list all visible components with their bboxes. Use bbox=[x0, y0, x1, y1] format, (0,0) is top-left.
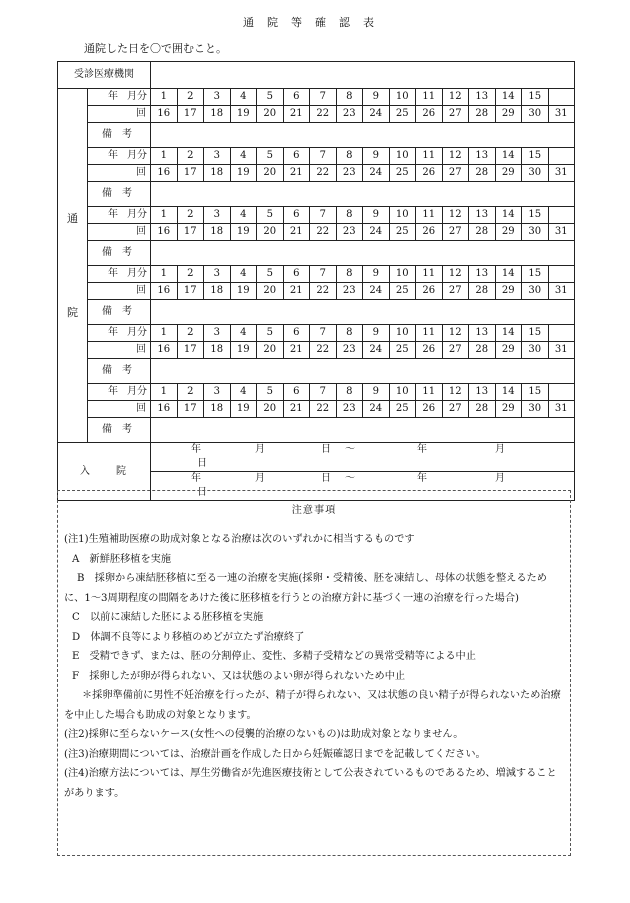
times-row bbox=[58, 165, 575, 182]
day-cell[interactable]: 4 bbox=[230, 384, 257, 401]
day-cell[interactable]: 19 bbox=[230, 224, 257, 241]
day-cell[interactable]: 28 bbox=[469, 401, 496, 418]
day-cell[interactable]: 9 bbox=[363, 266, 390, 283]
day-cell[interactable]: 26 bbox=[416, 165, 443, 182]
day-cell[interactable]: 21 bbox=[283, 283, 310, 300]
day-cell[interactable]: 8 bbox=[336, 384, 363, 401]
day-cell[interactable]: 3 bbox=[204, 266, 231, 283]
day-cell[interactable]: 29 bbox=[495, 224, 522, 241]
times-row bbox=[58, 283, 575, 300]
day-cell[interactable]: 31 bbox=[548, 106, 575, 123]
day-cell[interactable]: 23 bbox=[336, 342, 363, 359]
day-cell[interactable]: 30 bbox=[522, 224, 549, 241]
day-cell[interactable]: 21 bbox=[283, 106, 310, 123]
note-line: ＊採卵準備前に男性不妊治療を行ったが、精子が得られない、又は状態の良い精子が得られないため治療を中止した場合も助成の対象となります。 bbox=[64, 690, 561, 721]
day-cell[interactable]: 4 bbox=[230, 325, 257, 342]
hospital-label: 入 院 bbox=[58, 443, 151, 501]
day-cell[interactable]: 24 bbox=[363, 106, 390, 123]
day-cell[interactable]: 14 bbox=[495, 384, 522, 401]
day-cell[interactable]: 25 bbox=[389, 283, 416, 300]
day-cell[interactable]: 7 bbox=[310, 89, 337, 106]
year-label: 年 bbox=[108, 268, 118, 279]
day-cell[interactable]: 7 bbox=[310, 266, 337, 283]
day-cell[interactable]: 8 bbox=[336, 89, 363, 106]
day-cell[interactable]: 26 bbox=[416, 224, 443, 241]
month-row bbox=[58, 325, 575, 342]
day-cell[interactable]: 26 bbox=[416, 401, 443, 418]
day-cell[interactable]: 17 bbox=[177, 401, 204, 418]
day-cell[interactable]: 12 bbox=[442, 89, 469, 106]
note-line: C 以前に凍結した胚による胚移植を実施 bbox=[72, 612, 264, 623]
day-cell[interactable] bbox=[548, 89, 575, 106]
institution-row bbox=[58, 62, 575, 89]
day-cell[interactable]: 30 bbox=[522, 165, 549, 182]
remarks-label: 備考 bbox=[88, 359, 151, 384]
day-cell[interactable]: 16 bbox=[151, 165, 178, 182]
day-cell[interactable]: 27 bbox=[442, 106, 469, 123]
hospital-row bbox=[58, 443, 575, 472]
times-label: 回 bbox=[88, 165, 151, 182]
hospital-d2: 日 bbox=[197, 458, 207, 469]
day-cell[interactable]: 19 bbox=[230, 342, 257, 359]
day-cell[interactable]: 9 bbox=[363, 325, 390, 342]
remarks-row bbox=[58, 123, 575, 148]
day-cell[interactable]: 7 bbox=[310, 148, 337, 165]
day-cell[interactable]: 8 bbox=[336, 148, 363, 165]
day-cell[interactable]: 21 bbox=[283, 165, 310, 182]
day-cell[interactable]: 28 bbox=[469, 224, 496, 241]
day-cell[interactable]: 24 bbox=[363, 283, 390, 300]
day-cell[interactable]: 13 bbox=[469, 325, 496, 342]
day-cell[interactable]: 17 bbox=[177, 224, 204, 241]
day-cell[interactable]: 10 bbox=[389, 89, 416, 106]
note-line: F 採卵したが卵が得られない、又は状態のよい卵が得られないため中止 bbox=[72, 670, 406, 682]
year-month-cell[interactable] bbox=[88, 207, 151, 224]
day-cell[interactable]: 3 bbox=[204, 384, 231, 401]
day-cell[interactable]: 1 bbox=[151, 384, 178, 401]
times-row bbox=[58, 401, 575, 418]
day-cell[interactable]: 14 bbox=[495, 89, 522, 106]
day-cell[interactable]: 25 bbox=[389, 401, 416, 418]
hospital-m2: 月 bbox=[495, 473, 505, 484]
day-cell[interactable]: 17 bbox=[177, 283, 204, 300]
day-cell[interactable]: 29 bbox=[495, 165, 522, 182]
day-cell[interactable]: 6 bbox=[283, 384, 310, 401]
day-cell[interactable]: 8 bbox=[336, 266, 363, 283]
remarks-field[interactable] bbox=[151, 123, 575, 148]
note-line: A 新鮮胚移植を実施 bbox=[72, 553, 172, 565]
day-cell[interactable]: 5 bbox=[257, 266, 284, 283]
hospital-d1: 日 bbox=[321, 444, 331, 455]
remarks-field[interactable] bbox=[151, 359, 575, 384]
day-cell[interactable]: 18 bbox=[204, 342, 231, 359]
day-cell[interactable]: 6 bbox=[283, 89, 310, 106]
day-cell[interactable]: 7 bbox=[310, 325, 337, 342]
day-cell[interactable]: 11 bbox=[416, 207, 443, 224]
hospital-tilde: ～ bbox=[345, 444, 355, 455]
day-cell[interactable]: 20 bbox=[257, 342, 284, 359]
year-label: 年 bbox=[108, 327, 118, 338]
day-cell[interactable]: 9 bbox=[363, 384, 390, 401]
instruction-text: 通院した日を〇で囲むこと。 bbox=[84, 42, 227, 55]
month-label: 月分 bbox=[127, 209, 147, 220]
day-cell[interactable]: 18 bbox=[204, 283, 231, 300]
day-cell[interactable]: 26 bbox=[416, 106, 443, 123]
day-cell[interactable]: 3 bbox=[204, 325, 231, 342]
day-cell[interactable]: 15 bbox=[522, 384, 549, 401]
day-cell[interactable]: 12 bbox=[442, 148, 469, 165]
day-cell[interactable]: 30 bbox=[522, 283, 549, 300]
day-cell[interactable]: 20 bbox=[257, 401, 284, 418]
day-cell[interactable]: 14 bbox=[495, 148, 522, 165]
day-cell[interactable]: 31 bbox=[548, 224, 575, 241]
day-cell[interactable]: 18 bbox=[204, 165, 231, 182]
day-cell[interactable]: 19 bbox=[230, 401, 257, 418]
day-cell[interactable]: 1 bbox=[151, 266, 178, 283]
day-cell[interactable]: 11 bbox=[416, 89, 443, 106]
day-cell[interactable]: 10 bbox=[389, 148, 416, 165]
day-cell[interactable]: 24 bbox=[363, 224, 390, 241]
notes-heading: 注意事項 bbox=[291, 505, 337, 516]
month-row bbox=[58, 384, 575, 401]
remarks-row bbox=[58, 418, 575, 443]
day-cell[interactable]: 13 bbox=[469, 207, 496, 224]
month-label: 月分 bbox=[127, 268, 147, 279]
month-label: 月分 bbox=[127, 386, 147, 397]
times-label: 回 bbox=[88, 106, 151, 123]
day-cell[interactable]: 22 bbox=[310, 342, 337, 359]
hospital-d1: 日 bbox=[321, 473, 331, 484]
year-label: 年 bbox=[108, 386, 118, 397]
day-cell[interactable]: 15 bbox=[522, 207, 549, 224]
day-cell[interactable]: 31 bbox=[548, 165, 575, 182]
notes-box bbox=[57, 490, 571, 856]
note-line: D 体調不良等により移植のめどが立たず治療終了 bbox=[72, 631, 305, 643]
year-label: 年 bbox=[108, 150, 118, 161]
times-label: 回 bbox=[88, 401, 151, 418]
day-cell[interactable] bbox=[548, 325, 575, 342]
month-row bbox=[58, 89, 575, 106]
year-label: 年 bbox=[108, 209, 118, 220]
day-cell[interactable]: 24 bbox=[363, 401, 390, 418]
visit-record-table bbox=[57, 61, 575, 501]
day-cell[interactable] bbox=[548, 207, 575, 224]
day-cell[interactable]: 23 bbox=[336, 401, 363, 418]
day-cell[interactable]: 22 bbox=[310, 401, 337, 418]
remarks-label: 備考 bbox=[88, 182, 151, 207]
institution-field[interactable] bbox=[151, 62, 575, 89]
hospital-y1: 年 bbox=[191, 444, 201, 455]
hospital-y1: 年 bbox=[191, 473, 201, 484]
remarks-row bbox=[58, 241, 575, 266]
day-cell[interactable]: 27 bbox=[442, 401, 469, 418]
month-label: 月分 bbox=[127, 150, 147, 161]
day-cell[interactable]: 13 bbox=[469, 266, 496, 283]
day-cell[interactable]: 17 bbox=[177, 106, 204, 123]
day-cell[interactable]: 2 bbox=[177, 325, 204, 342]
day-cell[interactable]: 27 bbox=[442, 165, 469, 182]
day-cell[interactable]: 14 bbox=[495, 325, 522, 342]
day-cell[interactable]: 25 bbox=[389, 165, 416, 182]
day-cell[interactable]: 15 bbox=[522, 148, 549, 165]
day-cell[interactable]: 4 bbox=[230, 89, 257, 106]
day-cell[interactable]: 6 bbox=[283, 207, 310, 224]
remarks-label: 備考 bbox=[88, 418, 151, 443]
day-cell[interactable]: 2 bbox=[177, 384, 204, 401]
month-row bbox=[58, 266, 575, 283]
day-cell[interactable]: 8 bbox=[336, 207, 363, 224]
day-cell[interactable]: 30 bbox=[522, 342, 549, 359]
remarks-field[interactable] bbox=[151, 241, 575, 266]
day-cell[interactable]: 17 bbox=[177, 342, 204, 359]
note-line: E 受精できず、または、胚の分割停止、変性、多精子受精などの異常受精等による中止 bbox=[72, 651, 476, 662]
remarks-row bbox=[58, 300, 575, 325]
day-cell[interactable]: 14 bbox=[495, 266, 522, 283]
day-cell[interactable]: 20 bbox=[257, 165, 284, 182]
day-cell[interactable]: 4 bbox=[230, 148, 257, 165]
times-label: 回 bbox=[88, 283, 151, 300]
day-cell[interactable]: 27 bbox=[442, 283, 469, 300]
day-cell[interactable]: 16 bbox=[151, 342, 178, 359]
day-cell[interactable]: 31 bbox=[548, 283, 575, 300]
day-cell[interactable]: 12 bbox=[442, 384, 469, 401]
day-cell[interactable]: 5 bbox=[257, 89, 284, 106]
day-cell[interactable]: 30 bbox=[522, 106, 549, 123]
day-cell[interactable]: 20 bbox=[257, 283, 284, 300]
hospital-m1: 月 bbox=[255, 473, 265, 484]
hospital-y2: 年 bbox=[417, 444, 427, 455]
month-label: 月分 bbox=[127, 327, 147, 338]
day-cell[interactable]: 21 bbox=[283, 401, 310, 418]
day-cell[interactable]: 6 bbox=[283, 266, 310, 283]
day-cell[interactable]: 3 bbox=[204, 207, 231, 224]
times-label: 回 bbox=[88, 342, 151, 359]
month-row bbox=[58, 148, 575, 165]
note-line: (注1)生殖補助医療の助成対象となる治療は次のいずれかに相当するものです bbox=[64, 534, 415, 545]
day-cell[interactable]: 27 bbox=[442, 342, 469, 359]
page-title: 通院等確認表 bbox=[243, 16, 387, 29]
day-cell[interactable]: 24 bbox=[363, 165, 390, 182]
day-cell[interactable]: 12 bbox=[442, 266, 469, 283]
day-cell[interactable]: 19 bbox=[230, 106, 257, 123]
year-month-cell[interactable] bbox=[88, 325, 151, 342]
day-cell[interactable]: 26 bbox=[416, 342, 443, 359]
year-month-cell[interactable] bbox=[88, 148, 151, 165]
day-cell[interactable]: 21 bbox=[283, 224, 310, 241]
day-cell[interactable]: 16 bbox=[151, 283, 178, 300]
day-cell[interactable]: 10 bbox=[389, 266, 416, 283]
month-label: 月分 bbox=[127, 91, 147, 102]
day-cell[interactable]: 9 bbox=[363, 148, 390, 165]
day-cell[interactable]: 11 bbox=[416, 384, 443, 401]
day-cell[interactable]: 13 bbox=[469, 89, 496, 106]
times-label: 回 bbox=[88, 224, 151, 241]
day-cell[interactable]: 28 bbox=[469, 165, 496, 182]
hospital-m1: 月 bbox=[255, 444, 265, 455]
day-cell[interactable]: 29 bbox=[495, 342, 522, 359]
month-row bbox=[58, 207, 575, 224]
day-cell[interactable]: 12 bbox=[442, 325, 469, 342]
remarks-row bbox=[58, 359, 575, 384]
day-cell[interactable]: 23 bbox=[336, 224, 363, 241]
day-cell[interactable]: 2 bbox=[177, 266, 204, 283]
remarks-label: 備考 bbox=[88, 123, 151, 148]
day-cell[interactable]: 2 bbox=[177, 89, 204, 106]
year-month-cell[interactable] bbox=[88, 266, 151, 283]
hospital-tilde: ～ bbox=[345, 473, 355, 484]
hospital-period-field[interactable] bbox=[151, 443, 575, 472]
day-cell[interactable]: 6 bbox=[283, 325, 310, 342]
day-cell[interactable]: 19 bbox=[230, 283, 257, 300]
day-cell[interactable]: 2 bbox=[177, 148, 204, 165]
day-cell[interactable]: 20 bbox=[257, 106, 284, 123]
day-cell[interactable]: 5 bbox=[257, 325, 284, 342]
day-cell[interactable]: 14 bbox=[495, 207, 522, 224]
year-month-cell[interactable] bbox=[88, 89, 151, 106]
day-cell[interactable]: 12 bbox=[442, 207, 469, 224]
times-row bbox=[58, 106, 575, 123]
day-cell[interactable]: 10 bbox=[389, 384, 416, 401]
day-cell[interactable]: 9 bbox=[363, 207, 390, 224]
day-cell[interactable]: 15 bbox=[522, 325, 549, 342]
note-line: (注4)治療方法については、厚生労働省が先進医療技術として公表されているものであるため、増減することがあります。 bbox=[64, 768, 557, 799]
day-cell[interactable]: 4 bbox=[230, 207, 257, 224]
day-cell[interactable]: 28 bbox=[469, 342, 496, 359]
day-cell[interactable]: 7 bbox=[310, 384, 337, 401]
side-label-bottom: 院 bbox=[67, 305, 78, 319]
day-cell[interactable]: 16 bbox=[151, 106, 178, 123]
day-cell[interactable]: 15 bbox=[522, 266, 549, 283]
day-cell[interactable] bbox=[548, 384, 575, 401]
day-cell[interactable]: 23 bbox=[336, 283, 363, 300]
day-cell[interactable]: 29 bbox=[495, 283, 522, 300]
day-cell[interactable]: 18 bbox=[204, 401, 231, 418]
day-cell[interactable]: 18 bbox=[204, 106, 231, 123]
day-cell[interactable]: 5 bbox=[257, 148, 284, 165]
side-label-top: 通 bbox=[67, 211, 78, 225]
day-cell[interactable]: 11 bbox=[416, 148, 443, 165]
day-cell[interactable]: 10 bbox=[389, 207, 416, 224]
remarks-field[interactable] bbox=[151, 418, 575, 443]
day-cell[interactable]: 1 bbox=[151, 207, 178, 224]
day-cell[interactable]: 25 bbox=[389, 342, 416, 359]
day-cell[interactable]: 26 bbox=[416, 283, 443, 300]
day-cell[interactable]: 24 bbox=[363, 342, 390, 359]
day-cell[interactable]: 7 bbox=[310, 207, 337, 224]
day-cell[interactable]: 3 bbox=[204, 148, 231, 165]
day-cell[interactable]: 17 bbox=[177, 165, 204, 182]
times-row bbox=[58, 342, 575, 359]
times-row bbox=[58, 224, 575, 241]
day-cell[interactable]: 11 bbox=[416, 325, 443, 342]
year-label: 年 bbox=[108, 91, 118, 102]
remarks-field[interactable] bbox=[151, 182, 575, 207]
remarks-field[interactable] bbox=[151, 300, 575, 325]
day-cell[interactable]: 19 bbox=[230, 165, 257, 182]
remarks-label: 備考 bbox=[88, 300, 151, 325]
day-cell[interactable]: 23 bbox=[336, 106, 363, 123]
day-cell[interactable] bbox=[548, 148, 575, 165]
day-cell[interactable]: 5 bbox=[257, 384, 284, 401]
day-cell[interactable]: 29 bbox=[495, 401, 522, 418]
day-cell[interactable]: 5 bbox=[257, 207, 284, 224]
day-cell[interactable]: 25 bbox=[389, 106, 416, 123]
day-cell[interactable]: 15 bbox=[522, 89, 549, 106]
note-line: (注2)採卵に至らないケース(女性への侵襲的治療のないもの)は助成対象となりません。 bbox=[64, 729, 464, 740]
day-cell[interactable]: 22 bbox=[310, 283, 337, 300]
hospital-y2: 年 bbox=[417, 473, 427, 484]
day-cell[interactable]: 11 bbox=[416, 266, 443, 283]
day-cell[interactable]: 1 bbox=[151, 325, 178, 342]
day-cell[interactable]: 3 bbox=[204, 89, 231, 106]
hospital-d2: 日 bbox=[197, 487, 207, 498]
note-line: (注3)治療期間については、治療計画を作成した日から妊娠確認日までを記載してください。 bbox=[64, 748, 486, 760]
day-cell[interactable]: 28 bbox=[469, 106, 496, 123]
day-cell[interactable]: 22 bbox=[310, 224, 337, 241]
day-cell[interactable]: 8 bbox=[336, 325, 363, 342]
day-cell[interactable]: 22 bbox=[310, 106, 337, 123]
day-cell[interactable]: 30 bbox=[522, 401, 549, 418]
note-line: B 採卵から凍結胚移植に至る一連の治療を実施(採卵・受精後、胚を凍結し、母体の状態を整えるために、1～3周期程度の間隔をあけた後に胚移植を行うとの治療方針に基づく一連の治療を行った場合) bbox=[64, 573, 547, 604]
visit-side-label bbox=[58, 89, 88, 443]
day-cell[interactable]: 31 bbox=[548, 401, 575, 418]
day-cell[interactable]: 20 bbox=[257, 224, 284, 241]
day-cell[interactable]: 27 bbox=[442, 224, 469, 241]
day-cell[interactable]: 21 bbox=[283, 342, 310, 359]
year-month-cell[interactable] bbox=[88, 384, 151, 401]
day-cell[interactable]: 10 bbox=[389, 325, 416, 342]
hospital-m2: 月 bbox=[495, 444, 505, 455]
remarks-label: 備考 bbox=[88, 241, 151, 266]
day-cell[interactable]: 25 bbox=[389, 224, 416, 241]
day-cell[interactable]: 13 bbox=[469, 148, 496, 165]
day-cell[interactable]: 22 bbox=[310, 165, 337, 182]
day-cell[interactable]: 9 bbox=[363, 89, 390, 106]
day-cell[interactable] bbox=[548, 266, 575, 283]
day-cell[interactable]: 6 bbox=[283, 148, 310, 165]
day-cell[interactable]: 1 bbox=[151, 148, 178, 165]
day-cell[interactable]: 29 bbox=[495, 106, 522, 123]
institution-label: 受診医療機関 bbox=[58, 62, 151, 89]
day-cell[interactable]: 18 bbox=[204, 224, 231, 241]
day-cell[interactable]: 28 bbox=[469, 283, 496, 300]
day-cell[interactable]: 16 bbox=[151, 401, 178, 418]
remarks-row bbox=[58, 182, 575, 207]
day-cell[interactable]: 16 bbox=[151, 224, 178, 241]
day-cell[interactable]: 1 bbox=[151, 89, 178, 106]
day-cell[interactable]: 31 bbox=[548, 342, 575, 359]
day-cell[interactable]: 4 bbox=[230, 266, 257, 283]
day-cell[interactable]: 2 bbox=[177, 207, 204, 224]
day-cell[interactable]: 23 bbox=[336, 165, 363, 182]
day-cell[interactable]: 13 bbox=[469, 384, 496, 401]
